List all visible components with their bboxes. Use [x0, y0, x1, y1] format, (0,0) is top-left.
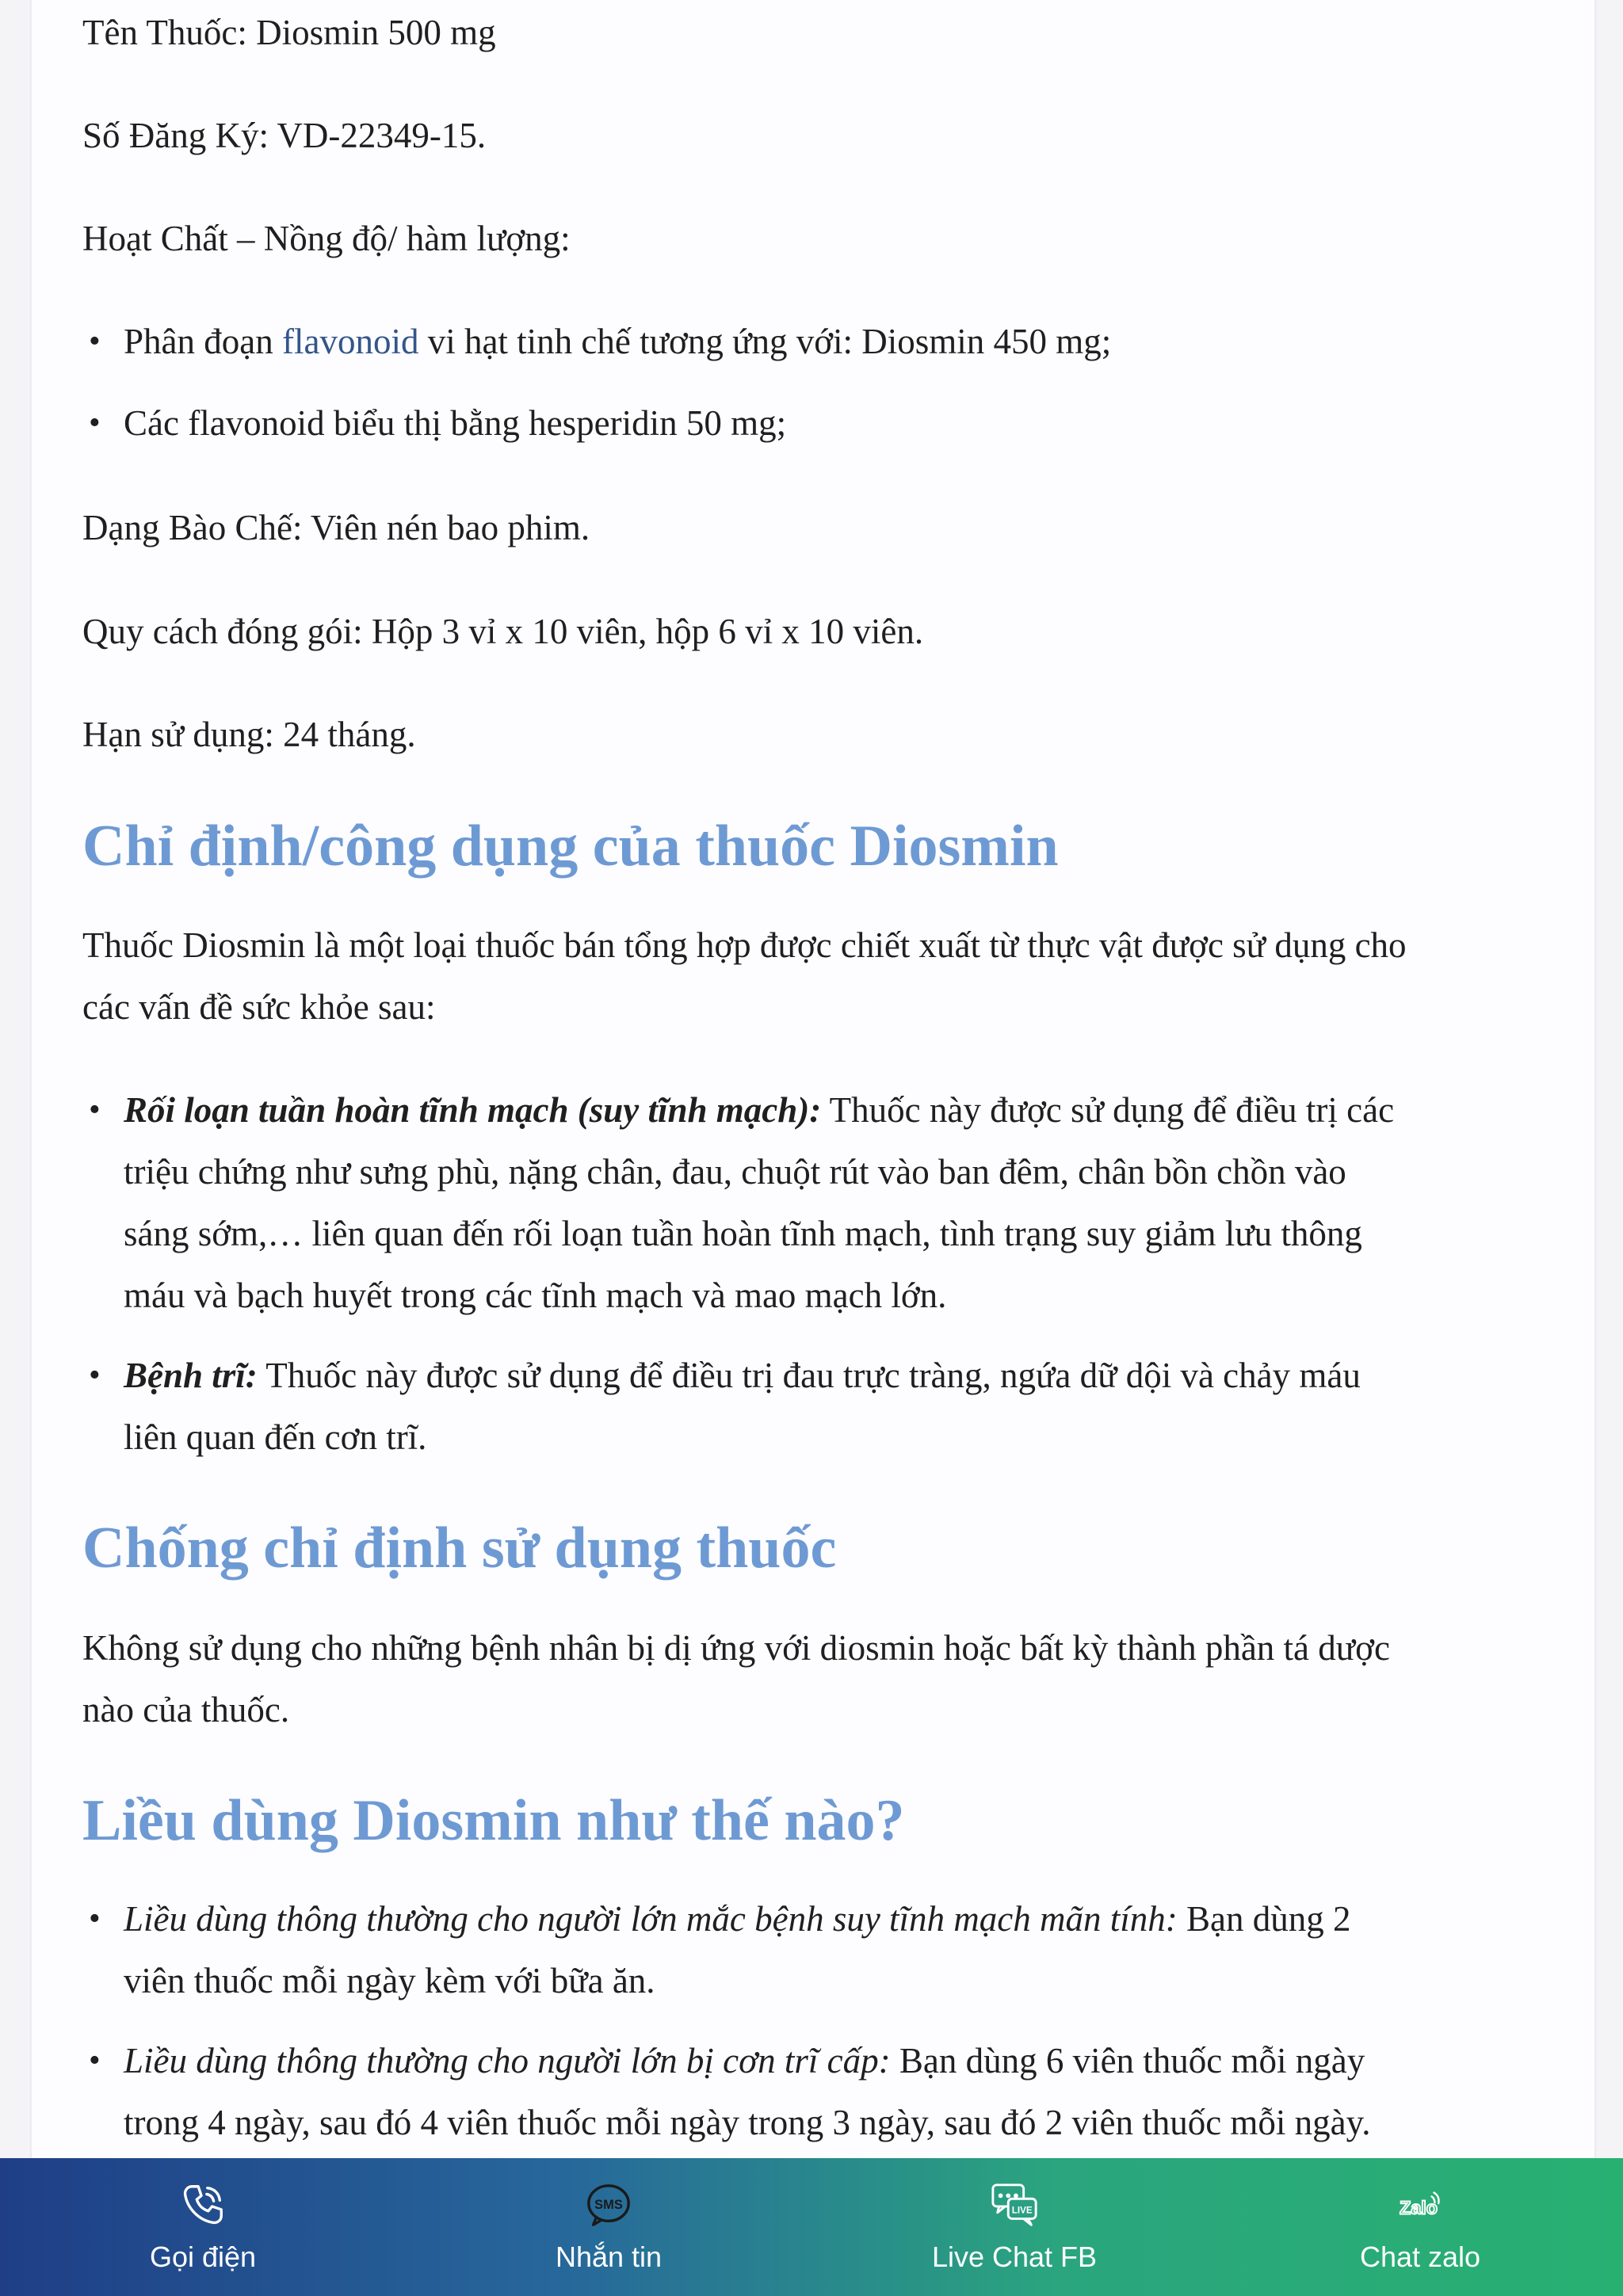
svg-text:LIVE: LIVE — [1011, 2205, 1033, 2216]
bottom-contact-bar — [0, 2158, 1623, 2296]
live-chat-icon — [990, 2180, 1039, 2229]
indications-heading: Chỉ định/công dụng của thuốc Diosmin — [82, 814, 1059, 879]
indications-intro-line-2: các vấn đề sức khỏe sau: — [82, 987, 436, 1027]
zalo-icon — [1396, 2180, 1445, 2229]
list-item-line: triệu chứng như sưng phù, nặng chân, đau, chuột rút vào ban đêm, chân bồn chồn vào — [124, 1152, 1346, 1192]
expiry: Hạn sử dụng: 24 tháng. — [82, 715, 416, 754]
list-item-line: liên quan đến cơn trĩ. — [124, 1417, 427, 1457]
indications-intro-line-1: Thuốc Diosmin là một loại thuốc bán tổng hợp được chiết xuất từ thực vật được sử dụng cho — [82, 925, 1407, 965]
registration-number: Số Đăng Ký: VD-22349-15. — [82, 116, 487, 155]
list-item-line: viên thuốc mỗi ngày kèm với bữa ăn. — [124, 1961, 655, 2000]
svg-text:Zalo: Zalo — [1400, 2197, 1438, 2218]
bullet: • — [89, 1092, 101, 1128]
chat-zalo-button[interactable]: Zalo Chat zalo — [1217, 2158, 1623, 2296]
list-item: • Các flavonoid biểu thị bằng hesperidin 50 mg; — [124, 392, 786, 454]
list-item-line: trong 4 ngày, sau đó 4 viên thuốc mỗi ngày trong 3 ngày, sau đó 2 viên thuốc mỗi ngày. — [124, 2103, 1371, 2142]
bullet: • — [89, 405, 101, 441]
list-item: • Liều dùng thông thường cho người lớn bị cơn trĩ cấp: Bạn dùng 6 viên thuốc mỗi ngày — [124, 2030, 1365, 2092]
list-item: • Phân đoạn flavonoid vi hạt tinh chế tương ứng với: Diosmin 450 mg; — [124, 311, 1111, 372]
list-item: • Liều dùng thông thường cho người lớn mắc bệnh suy tĩnh mạch mãn tính: Bạn dùng 2 — [124, 1888, 1351, 1950]
bullet: • — [89, 1357, 101, 1394]
list-item: • Rối loạn tuần hoàn tĩnh mạch (suy tĩnh mạch): Thuốc này được sử dụng để điều trị các — [124, 1079, 1394, 1141]
bullet: • — [89, 2042, 101, 2079]
bullet: • — [89, 323, 101, 360]
drug-name: Tên Thuốc: Diosmin 500 mg — [82, 13, 496, 52]
dosage-heading: Liều dùng Diosmin như thế nào? — [82, 1788, 905, 1853]
packaging: Quy cách đóng gói: Hộp 3 vỉ x 10 viên, hộp 6 vỉ x 10 viên. — [82, 612, 924, 651]
contraindications-heading: Chống chỉ định sử dụng thuốc — [82, 1516, 837, 1581]
contraindications-line-2: nào của thuốc. — [82, 1690, 290, 1730]
list-item-line: máu và bạch huyết trong các tĩnh mạch và mao mạch lớn. — [124, 1276, 947, 1315]
call-button[interactable]: Gọi điện — [0, 2158, 406, 2296]
active-ingredient-label: Hoạt Chất – Nồng độ/ hàm lượng: — [82, 219, 571, 258]
list-item-line: sáng sớm,… liên quan đến rối loạn tuần hoàn tĩnh mạch, tình trạng suy giảm lưu thông — [124, 1214, 1362, 1253]
flavonoid-link[interactable]: flavonoid — [281, 322, 419, 361]
bullet: • — [89, 1901, 101, 1937]
list-item: • Bệnh trĩ: Thuốc này được sử dụng để điều trị đau trực tràng, ngứa dữ dội và chảy máu — [124, 1344, 1361, 1406]
dosage-form: Dạng Bào Chế: Viên nén bao phim. — [82, 508, 590, 547]
sms-button[interactable]: SMS Nhắn tin — [406, 2158, 812, 2296]
article-content — [30, 0, 1596, 2296]
live-chat-fb-button[interactable]: LIVE Live Chat FB — [812, 2158, 1217, 2296]
svg-text:SMS: SMS — [594, 2197, 623, 2212]
phone-icon — [178, 2180, 227, 2229]
sms-icon — [584, 2180, 633, 2229]
contraindications-line-1: Không sử dụng cho những bệnh nhân bị dị ứng với diosmin hoặc bất kỳ thành phần tá dược — [82, 1628, 1390, 1668]
